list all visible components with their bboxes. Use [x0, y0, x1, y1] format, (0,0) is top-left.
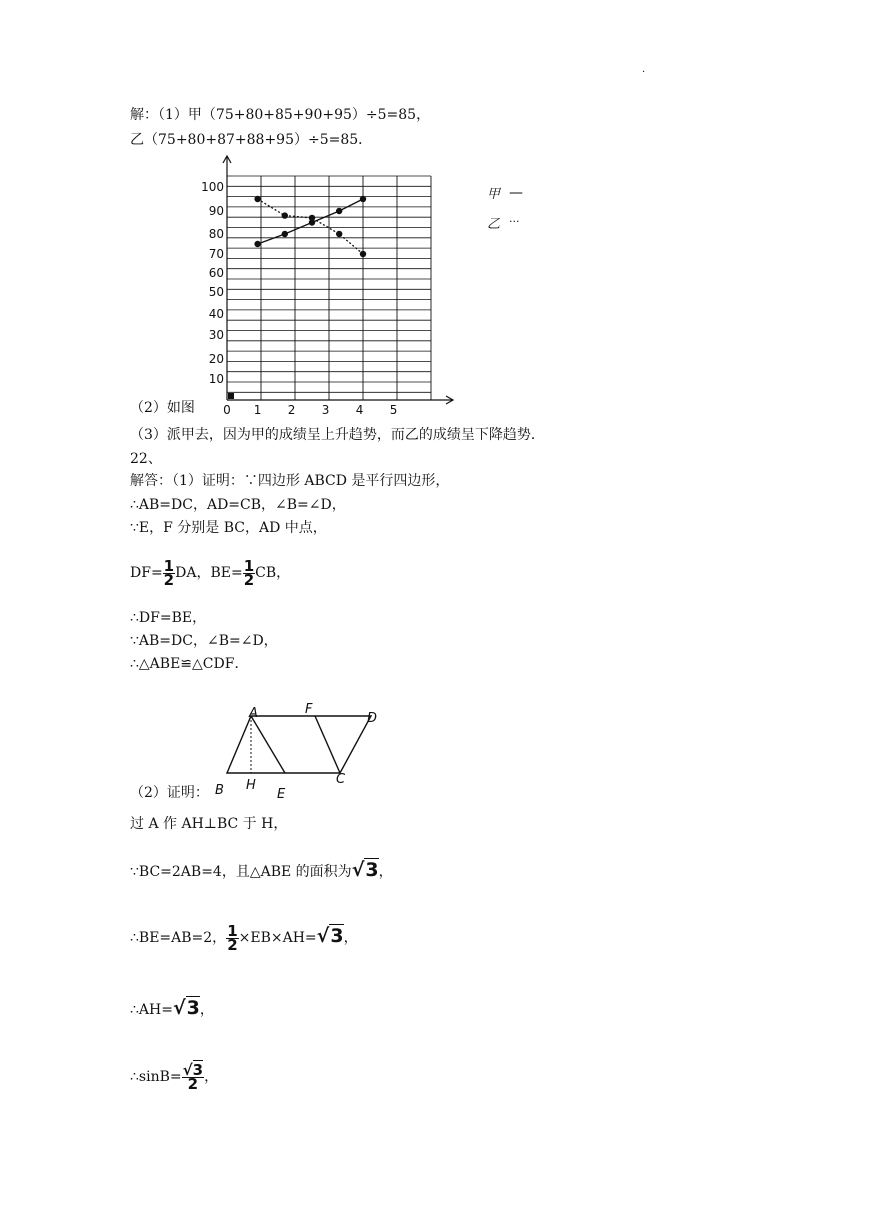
proof-line-1: 解答：（1）证明：∵四边形 ABCD 是平行四边形， — [130, 473, 450, 489]
part-2-line-5 — [130, 1060, 218, 1094]
fraction-half — [163, 556, 175, 589]
chart-legend — [487, 185, 523, 232]
fraction-numerator: 1 — [227, 921, 238, 940]
legend-mark: — — [509, 185, 523, 201]
part-2-proof-title: （2）证明： — [130, 785, 209, 801]
fraction-half — [226, 921, 238, 954]
data-point — [309, 215, 315, 221]
text-df: DF= — [130, 565, 163, 581]
fraction-sqrt3-over-2 — [182, 1060, 204, 1093]
fraction-numerator: √3 — [182, 1060, 204, 1079]
vertex-label-h: H — [246, 778, 256, 793]
answer-part-3: （3）派甲去，因为甲的成绩呈上升趋势，而乙的成绩呈下降趋势． — [130, 427, 545, 443]
text-area-formula: ×EB×AH= — [238, 930, 317, 946]
y-tick-label: 40 — [208, 307, 224, 321]
vertex-label-e: E — [277, 787, 286, 802]
data-point — [336, 231, 342, 237]
question-number: 22、 — [130, 451, 162, 467]
header-dot: · — [642, 67, 646, 78]
proof-line-7: ∴△ABE≌△CDF． — [130, 656, 249, 672]
proof-line-4 — [130, 558, 290, 588]
chart-axes — [223, 156, 453, 404]
vertex-label-a: A — [249, 706, 258, 721]
part-2-line-3 — [130, 920, 358, 954]
x-tick-label: 1 — [253, 403, 262, 417]
chart-grid — [227, 176, 431, 400]
x-tick-label: 0 — [223, 403, 231, 417]
fraction-numerator: 1 — [163, 556, 175, 575]
y-tick-label: 30 — [208, 328, 224, 342]
data-point — [282, 212, 288, 218]
proof-line-3: ∵E，F 分别是 BC，AD 中点， — [130, 520, 327, 536]
y-tick-label: 20 — [208, 352, 224, 366]
legend-mark: ··· — [509, 215, 520, 228]
x-tick-label: 2 — [287, 403, 296, 417]
sqrt-3: √3 — [316, 925, 344, 947]
proof-line-2: ∴AB=DC，AD=CB，∠B=∠D， — [130, 497, 346, 513]
text-comma: ， — [378, 864, 393, 880]
fraction-denominator: 2 — [243, 570, 255, 589]
data-point — [360, 251, 366, 257]
score-line-chart — [195, 150, 535, 418]
text-comma: ， — [199, 1002, 214, 1018]
text-sinb: ∴sinB= — [130, 1069, 182, 1085]
proof-line-6: ∵AB=DC，∠B=∠D， — [130, 633, 278, 649]
text-be: ∴BE=AB=2， — [130, 930, 227, 946]
y-tick-label: 70 — [208, 247, 224, 261]
part-2-line-2 — [130, 856, 393, 886]
text-cb: CB， — [255, 565, 291, 581]
fraction-denominator: 2 — [187, 1074, 199, 1093]
y-tick-label: 60 — [208, 266, 224, 280]
part-2-line-1: 过 A 作 AH⊥BC 于 H， — [130, 816, 288, 832]
parallelogram-figure — [205, 698, 395, 806]
fraction-denominator: 2 — [227, 935, 238, 954]
legend-label: 甲 — [487, 187, 501, 202]
chart-tick-labels — [201, 180, 397, 417]
part-2-line-4 — [130, 994, 214, 1024]
sqrt-3: √3 — [172, 997, 200, 1019]
answer-part-2: （2）如图 — [130, 400, 195, 416]
data-point — [254, 196, 260, 202]
sqrt-3: √3 — [351, 859, 379, 881]
vertex-label-f: F — [305, 702, 313, 717]
origin-marker — [228, 393, 234, 399]
y-tick-label: 50 — [208, 285, 224, 299]
fraction-denominator: 2 — [163, 570, 175, 589]
vertex-label-c: C — [336, 772, 346, 787]
fraction-half — [243, 556, 255, 589]
data-point — [336, 208, 342, 214]
fraction-numerator: 1 — [243, 556, 255, 575]
text-da-be: DA，BE= — [175, 565, 243, 581]
text-comma: ， — [343, 930, 358, 946]
text-bc: ∵BC=2AB=4，且△ABE 的面积为 — [130, 864, 352, 880]
text-comma: ， — [204, 1069, 219, 1085]
data-point — [282, 231, 288, 237]
data-point — [360, 196, 366, 202]
legend-label: 乙 — [487, 217, 501, 232]
x-tick-label: 3 — [321, 403, 330, 417]
x-tick-label: 4 — [355, 403, 364, 417]
text-ah: ∴AH= — [130, 1002, 173, 1018]
y-tick-label: 80 — [208, 227, 224, 241]
solution-line-2: 乙（75+80+87+88+95）÷5=85． — [130, 132, 373, 148]
y-tick-label: 100 — [201, 180, 224, 194]
y-tick-label: 10 — [208, 372, 224, 386]
solution-line-1: 解：（1）甲（75+80+85+90+95）÷5=85， — [130, 107, 431, 123]
x-tick-label: 5 — [389, 403, 398, 417]
y-tick-label: 90 — [208, 204, 224, 218]
data-point — [254, 241, 260, 247]
vertex-label-d: D — [367, 711, 378, 726]
vertex-label-b: B — [215, 783, 224, 798]
proof-line-5: ∴DF=BE， — [130, 610, 207, 626]
